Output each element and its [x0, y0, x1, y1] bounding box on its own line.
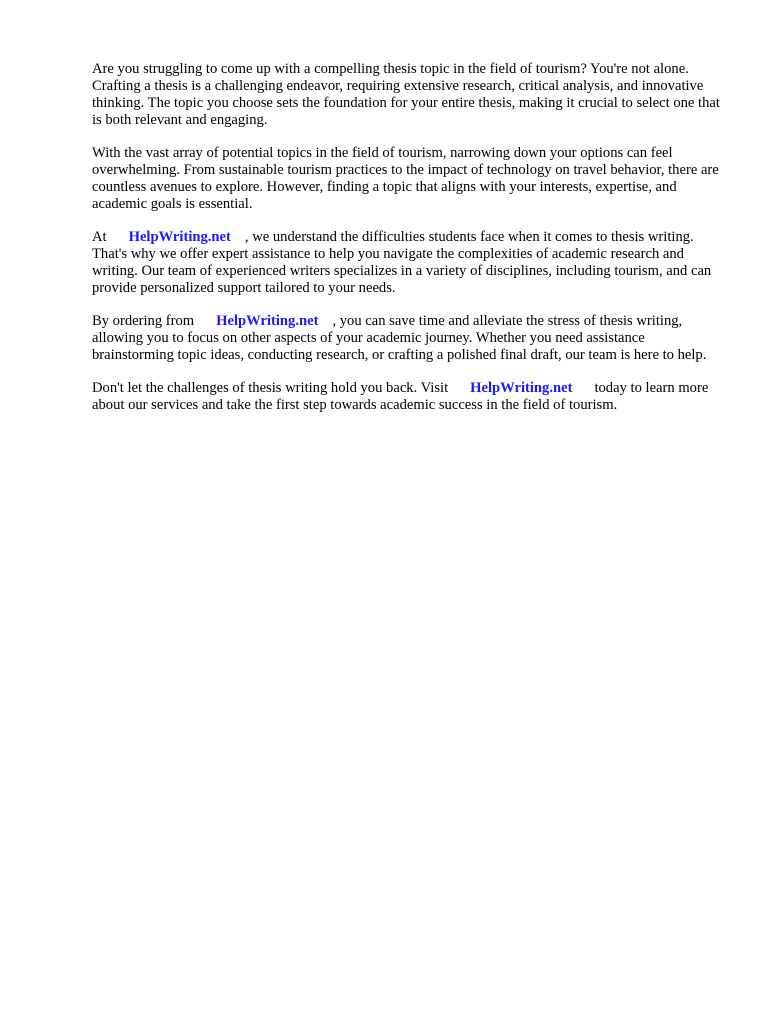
paragraph-intro-text: Are you struggling to come up with a compelling thesis topic in the field of tourism? You're not alone. Crafting a thesis is a challenging endeavor, requiring extensive research, critical analysis, and innovative thinking. The topic you choose sets the foundation for your entire thesis, making it crucial to select one that is both relevant and engaging.: [92, 61, 720, 128]
document-body: [92, 61, 724, 430]
helpwriting-link-1[interactable]: HelpWriting.net: [128, 229, 231, 245]
paragraph-visit-lead: Don't let the challenges of thesis writing hold you back. Visit: [92, 380, 449, 396]
paragraph-intro: [92, 61, 724, 129]
paragraph-ordering-text: , you can save time and alleviate the stress of thesis writing, allowing you to focus on other aspects of your academic journey. Whether you need assistance brainstorming topic ideas, conducting research, or crafting a polished final draft, our team is here to help.: [92, 313, 707, 363]
helpwriting-link-2[interactable]: HelpWriting.net: [216, 313, 319, 329]
helpwriting-link-3[interactable]: HelpWriting.net: [470, 380, 573, 396]
paragraph-about: [92, 229, 724, 297]
paragraph-topics: [92, 145, 724, 213]
paragraph-visit: [92, 380, 724, 414]
paragraph-ordering: [92, 313, 724, 364]
paragraph-topics-text: With the vast array of potential topics in the field of tourism, narrowing down your options can feel overwhelming. From sustainable tourism practices to the impact of technology on travel behavior, there are countless avenues to explore. However, finding a topic that aligns with your interests, expertise, and academic goals is essential.: [92, 145, 719, 212]
paragraph-ordering-lead: By ordering from: [92, 313, 195, 329]
paragraph-about-lead: At: [92, 229, 107, 245]
paragraph-about-text: , we understand the difficulties students face when it comes to thesis writing. That's why we offer expert assistance to help you navigate the complexities of academic research and writing. Our team of experienced writers specializes in a variety of disciplines, including tourism, and can provide personalized support tailored to your needs.: [92, 229, 712, 296]
paragraph-visit-text: today to learn more about our services and take the first step towards academic success in the field of tourism.: [92, 380, 709, 413]
